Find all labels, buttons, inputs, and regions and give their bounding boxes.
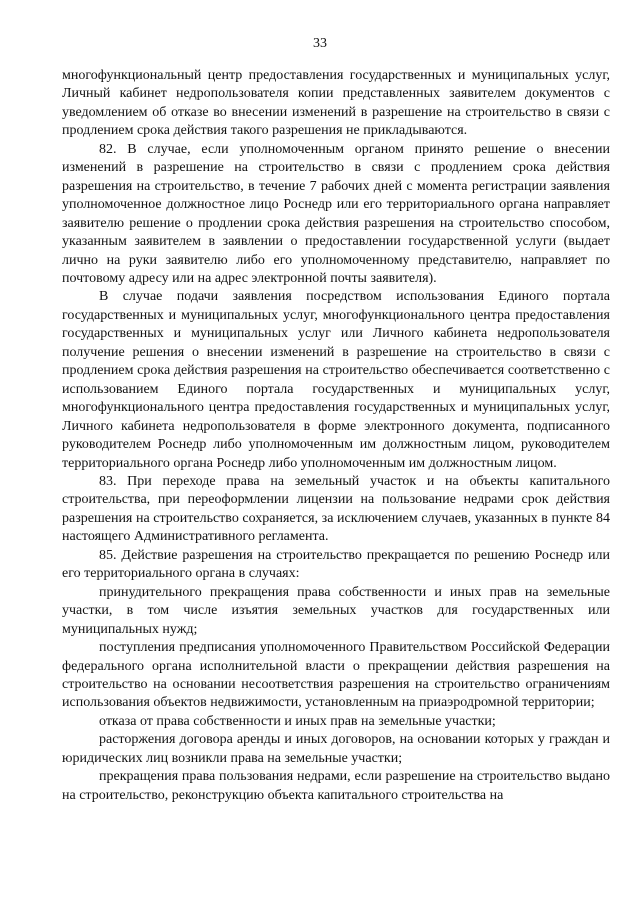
page-number: 33 bbox=[313, 36, 327, 51]
document-body bbox=[62, 67, 610, 805]
paragraph: принудительного прекращения права собственности и иных прав на земельные участки, в том числе изъятия земельных участков для государственных или муниципальных нужд; bbox=[62, 584, 610, 637]
paragraph: многофункциональный центр предоставления государственных и муниципальных услуг, Личный кабинет недропользователя копии представленных заявителем документов с уведомлением об отказе во внесении изменений в разрешение на строительство в связи с продлением срока действия такого разрешения не прикладываются. bbox=[62, 68, 610, 139]
paragraph: 82. В случае, если уполномоченным органом принято решение о внесении изменений в разрешение на строительство в связи с продлением срока действия разрешения на строительство, в течение 7 рабочих дней с момента регистрации заявления уполномоченное должностное лицо Роснедр или его территориального органа направляет заявителю решение о продлении срока действия разрешения на строительство способом, указанным заявителем в заявлении о предоставлении государственной услуги (выдает лично на руки заявителю либо его уполномоченному представителю, направляет по почтовому адресу или на адрес электронной почты заявителя). bbox=[62, 141, 610, 286]
paragraph: прекращения права пользования недрами, если разрешение на строительство выдано на строительство, реконструкцию объекта капитального строительства на bbox=[62, 769, 610, 803]
paragraph: поступления предписания уполномоченного Правительством Российской Федерации федерального органа исполнительной власти о прекращении действия разрешения на строительство на основании несоответствия разрешения на строительство ограничениям использования объектов недвижимости, установленным на приаэродромной территории; bbox=[62, 640, 610, 711]
paragraph: отказа от права собственности и иных прав на земельные участки; bbox=[99, 713, 496, 729]
paragraph: 83. При переходе права на земельный участок и на объекты капитального строительства, при переоформлении лицензии на пользование недрами срок действия разрешения на строительство сохраняется, за исключением случаев, указанных в пункте 84 настоящего Административного регламента. bbox=[62, 473, 610, 545]
paragraph: В случае подачи заявления посредством использования Единого портала государственных и муниципальных услуг, многофункционального центра предоставления государственных и муниципальных услуг или Личного кабинета недропользователя получение решения о внесении изменений в разрешение на строительство в связи с продлением срока действия разрешения на строительство обеспечивается соответственно с использованием Единого портала государственных и муниципальных услуг, многофункционального центра предоставления государственных и муниципальных услуг, Личного кабинета недропользователя в форме электронного документа, подписанного руководителем Роснедр либо уполномоченным им должностным лицом, руководителем территориального органа Роснедр либо уполномоченным им должностным лицом. bbox=[62, 289, 610, 471]
paragraph: 85. Действие разрешения на строительство прекращается по решению Роснедр или его территориального органа в случаях: bbox=[62, 547, 610, 582]
paragraph: расторжения договора аренды и иных договоров, на основании которых у граждан и юридических лиц возникли права на земельные участки; bbox=[62, 732, 610, 766]
